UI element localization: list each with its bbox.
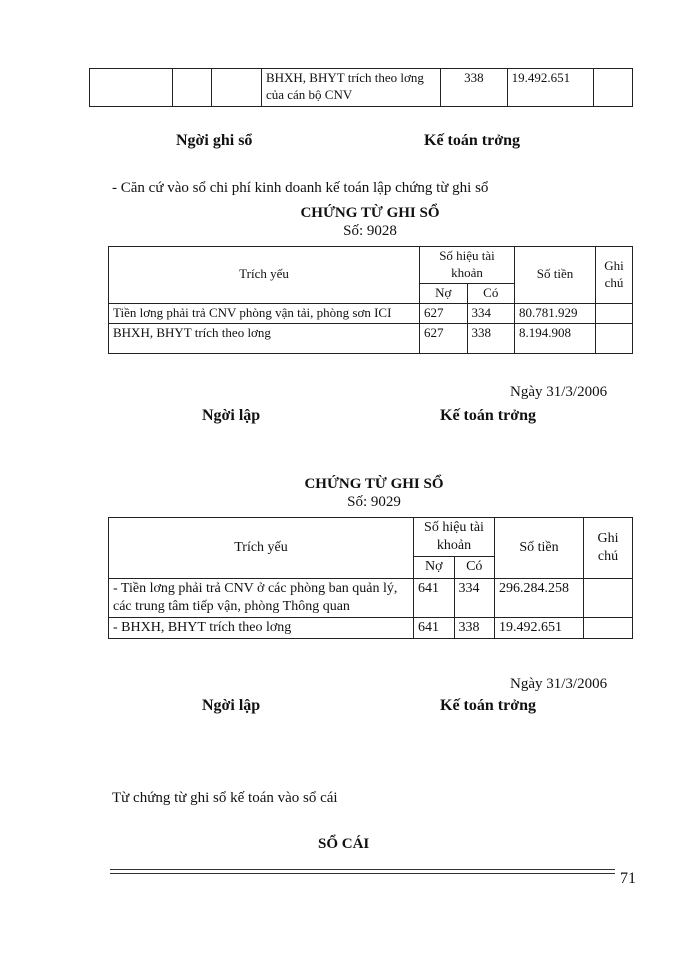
row-summary: BHXH, BHYT trích theo lơng — [109, 323, 420, 353]
row-summary: - BHXH, BHYT trích theo lơng — [109, 617, 414, 638]
header-summary: Trích yếu — [109, 518, 414, 579]
row-credit: 338 — [467, 323, 515, 353]
recorder-signature-label: Ngời ghi sổ — [176, 132, 253, 149]
header-credit: Có — [454, 557, 495, 578]
row-credit: 334 — [467, 303, 515, 323]
table-header-row — [109, 518, 633, 557]
voucher-date: Ngày 31/3/2006 — [510, 384, 608, 400]
row-summary: Tiền lơng phải trả CNV phòng vận tải, phòng sơn ICI — [109, 303, 420, 323]
chief-accountant-signature-label: Kế toán trởng — [424, 132, 520, 149]
chief-accountant-signature-label: Kế toán trởng — [440, 697, 536, 714]
row-credit: 338 — [454, 617, 495, 638]
row-debit: 627 — [420, 303, 468, 323]
row-summary: - Tiền lơng phải trả CNV ở các phòng ban quản lý, các trung tâm tiếp vận, phòng Thông quan — [109, 578, 414, 617]
table-header-row — [109, 247, 633, 284]
chief-accountant-signature-label: Kế toán trởng — [440, 407, 536, 424]
voucher-title: CHỨNG TỪ GHI SỔ — [304, 476, 444, 492]
table-cell — [211, 69, 261, 107]
ledger-intro: Từ chứng từ ghi sổ kế toán vào sổ cái — [112, 790, 338, 806]
table-row — [90, 69, 633, 107]
voucher-number: Số: 9028 — [343, 223, 397, 239]
row-note — [584, 617, 633, 638]
row-credit: 334 — [454, 578, 495, 617]
row-note — [596, 323, 633, 353]
table-cell — [172, 69, 211, 107]
row-note — [584, 578, 633, 617]
header-note: Ghi chú — [584, 518, 633, 579]
voucher-title: CHỨNG TỪ GHI SỔ — [300, 205, 440, 221]
preparer-signature-label: Ngời lập — [202, 697, 261, 714]
table-row — [109, 303, 633, 323]
header-amount: Số tiền — [495, 518, 584, 579]
voucher-table — [108, 517, 633, 639]
preparer-signature-label: Ngời lập — [202, 407, 261, 424]
table-cell-account: 338 — [441, 69, 507, 107]
intro-line: - Căn cứ vào sổ chi phí kinh doanh kế toán lập chứng từ ghi sổ — [112, 180, 489, 196]
footer-rule — [110, 869, 615, 870]
table-cell-summary: BHXH, BHYT trích theo lơng của cán bộ CNV — [261, 69, 440, 107]
table-cell-amount: 19.492.651 — [507, 69, 594, 107]
table-row — [109, 617, 633, 638]
row-debit: 641 — [414, 617, 455, 638]
row-debit: 627 — [420, 323, 468, 353]
header-debit: Nợ — [420, 283, 468, 303]
row-debit: 641 — [414, 578, 455, 617]
table-row — [109, 323, 633, 353]
page-number: 71 — [620, 870, 636, 887]
row-note — [596, 303, 633, 323]
voucher-date: Ngày 31/3/2006 — [510, 676, 608, 692]
row-amount: 19.492.651 — [495, 617, 584, 638]
header-amount: Số tiền — [515, 247, 596, 304]
row-amount: 80.781.929 — [515, 303, 596, 323]
table-cell — [90, 69, 173, 107]
table-row — [109, 578, 633, 617]
voucher-number: Số: 9029 — [347, 494, 401, 510]
footer-rule — [110, 873, 615, 874]
header-debit: Nợ — [414, 557, 455, 578]
header-account: Số hiệu tài khoản — [420, 247, 515, 284]
row-amount: 8.194.908 — [515, 323, 596, 353]
ledger-title: SỔ CÁI — [318, 836, 370, 852]
voucher-table — [108, 246, 633, 354]
header-note: Ghi chú — [596, 247, 633, 304]
row-amount: 296.284.258 — [495, 578, 584, 617]
header-credit: Có — [467, 283, 515, 303]
header-summary: Trích yếu — [109, 247, 420, 304]
table-cell-note — [594, 69, 633, 107]
header-account: Số hiệu tài khoản — [414, 518, 495, 557]
carryover-table — [89, 68, 633, 107]
